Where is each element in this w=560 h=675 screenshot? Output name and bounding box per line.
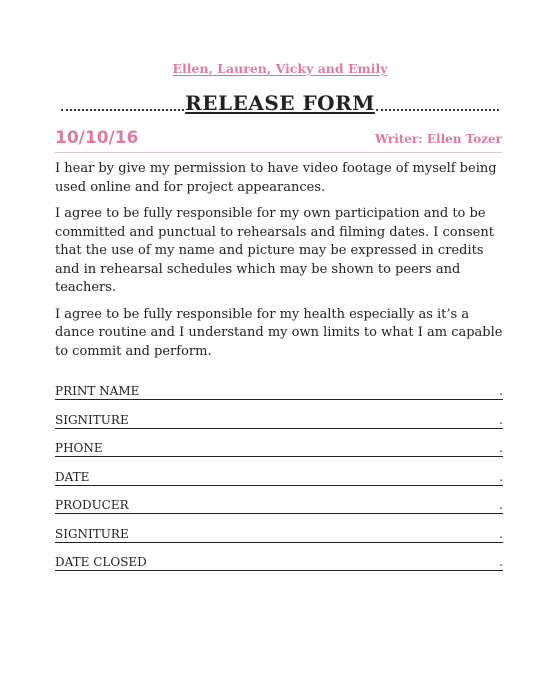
field-end-dot: . <box>499 441 503 455</box>
field-label: PRINT NAME <box>55 384 140 398</box>
field-end-dot: . <box>499 555 503 569</box>
date-field[interactable] <box>55 459 503 486</box>
field-end-dot: . <box>499 469 503 484</box>
field-label: SIGNITURE <box>55 412 129 427</box>
field-label: PRODUCER <box>55 498 129 512</box>
consent-paragraph: I agree to be fully responsible for my health especially as it’s a dance routine and I understand my own limits to what I am capable to commit and perform. <box>55 306 503 359</box>
title-dotted-leader-left <box>61 87 184 111</box>
signature-fields <box>55 373 503 573</box>
title-row <box>61 89 499 115</box>
field-end-dot: . <box>499 526 503 541</box>
consent-paragraph: I hear by give my permission to have video footage of myself being used online and for project appearances. <box>55 161 497 195</box>
meta-row <box>55 128 502 153</box>
producer-signature-field[interactable] <box>55 516 503 543</box>
signature-field[interactable] <box>55 402 503 429</box>
writer-credit: Writer: Ellen Tozer <box>374 132 502 146</box>
form-title: RELEASE FORM <box>185 91 375 115</box>
authors-line: Ellen, Lauren, Vicky and Emily <box>172 61 388 76</box>
field-end-dot: . <box>499 498 503 512</box>
field-end-dot: . <box>499 384 503 398</box>
field-label: SIGNITURE <box>55 526 129 541</box>
form-date: 10/10/16 <box>55 128 139 148</box>
field-label: DATE <box>55 469 90 484</box>
consent-paragraph: I agree to be fully responsible for my own participation and to be committed and punctual to rehearsals and filming dates. I consent that the use of my name and picture may be expressed in credits and in rehearsal schedules which may be shown to peers and teachers. <box>55 206 494 295</box>
phone-field[interactable] <box>55 430 503 457</box>
field-label: PHONE <box>55 441 103 455</box>
print-name-field[interactable] <box>55 373 503 400</box>
producer-field[interactable] <box>55 487 503 514</box>
consent-text <box>55 160 505 369</box>
title-dotted-leader-right <box>376 87 499 111</box>
field-end-dot: . <box>499 412 503 427</box>
date-closed-field[interactable] <box>55 544 503 571</box>
field-label: DATE CLOSED <box>55 555 147 569</box>
